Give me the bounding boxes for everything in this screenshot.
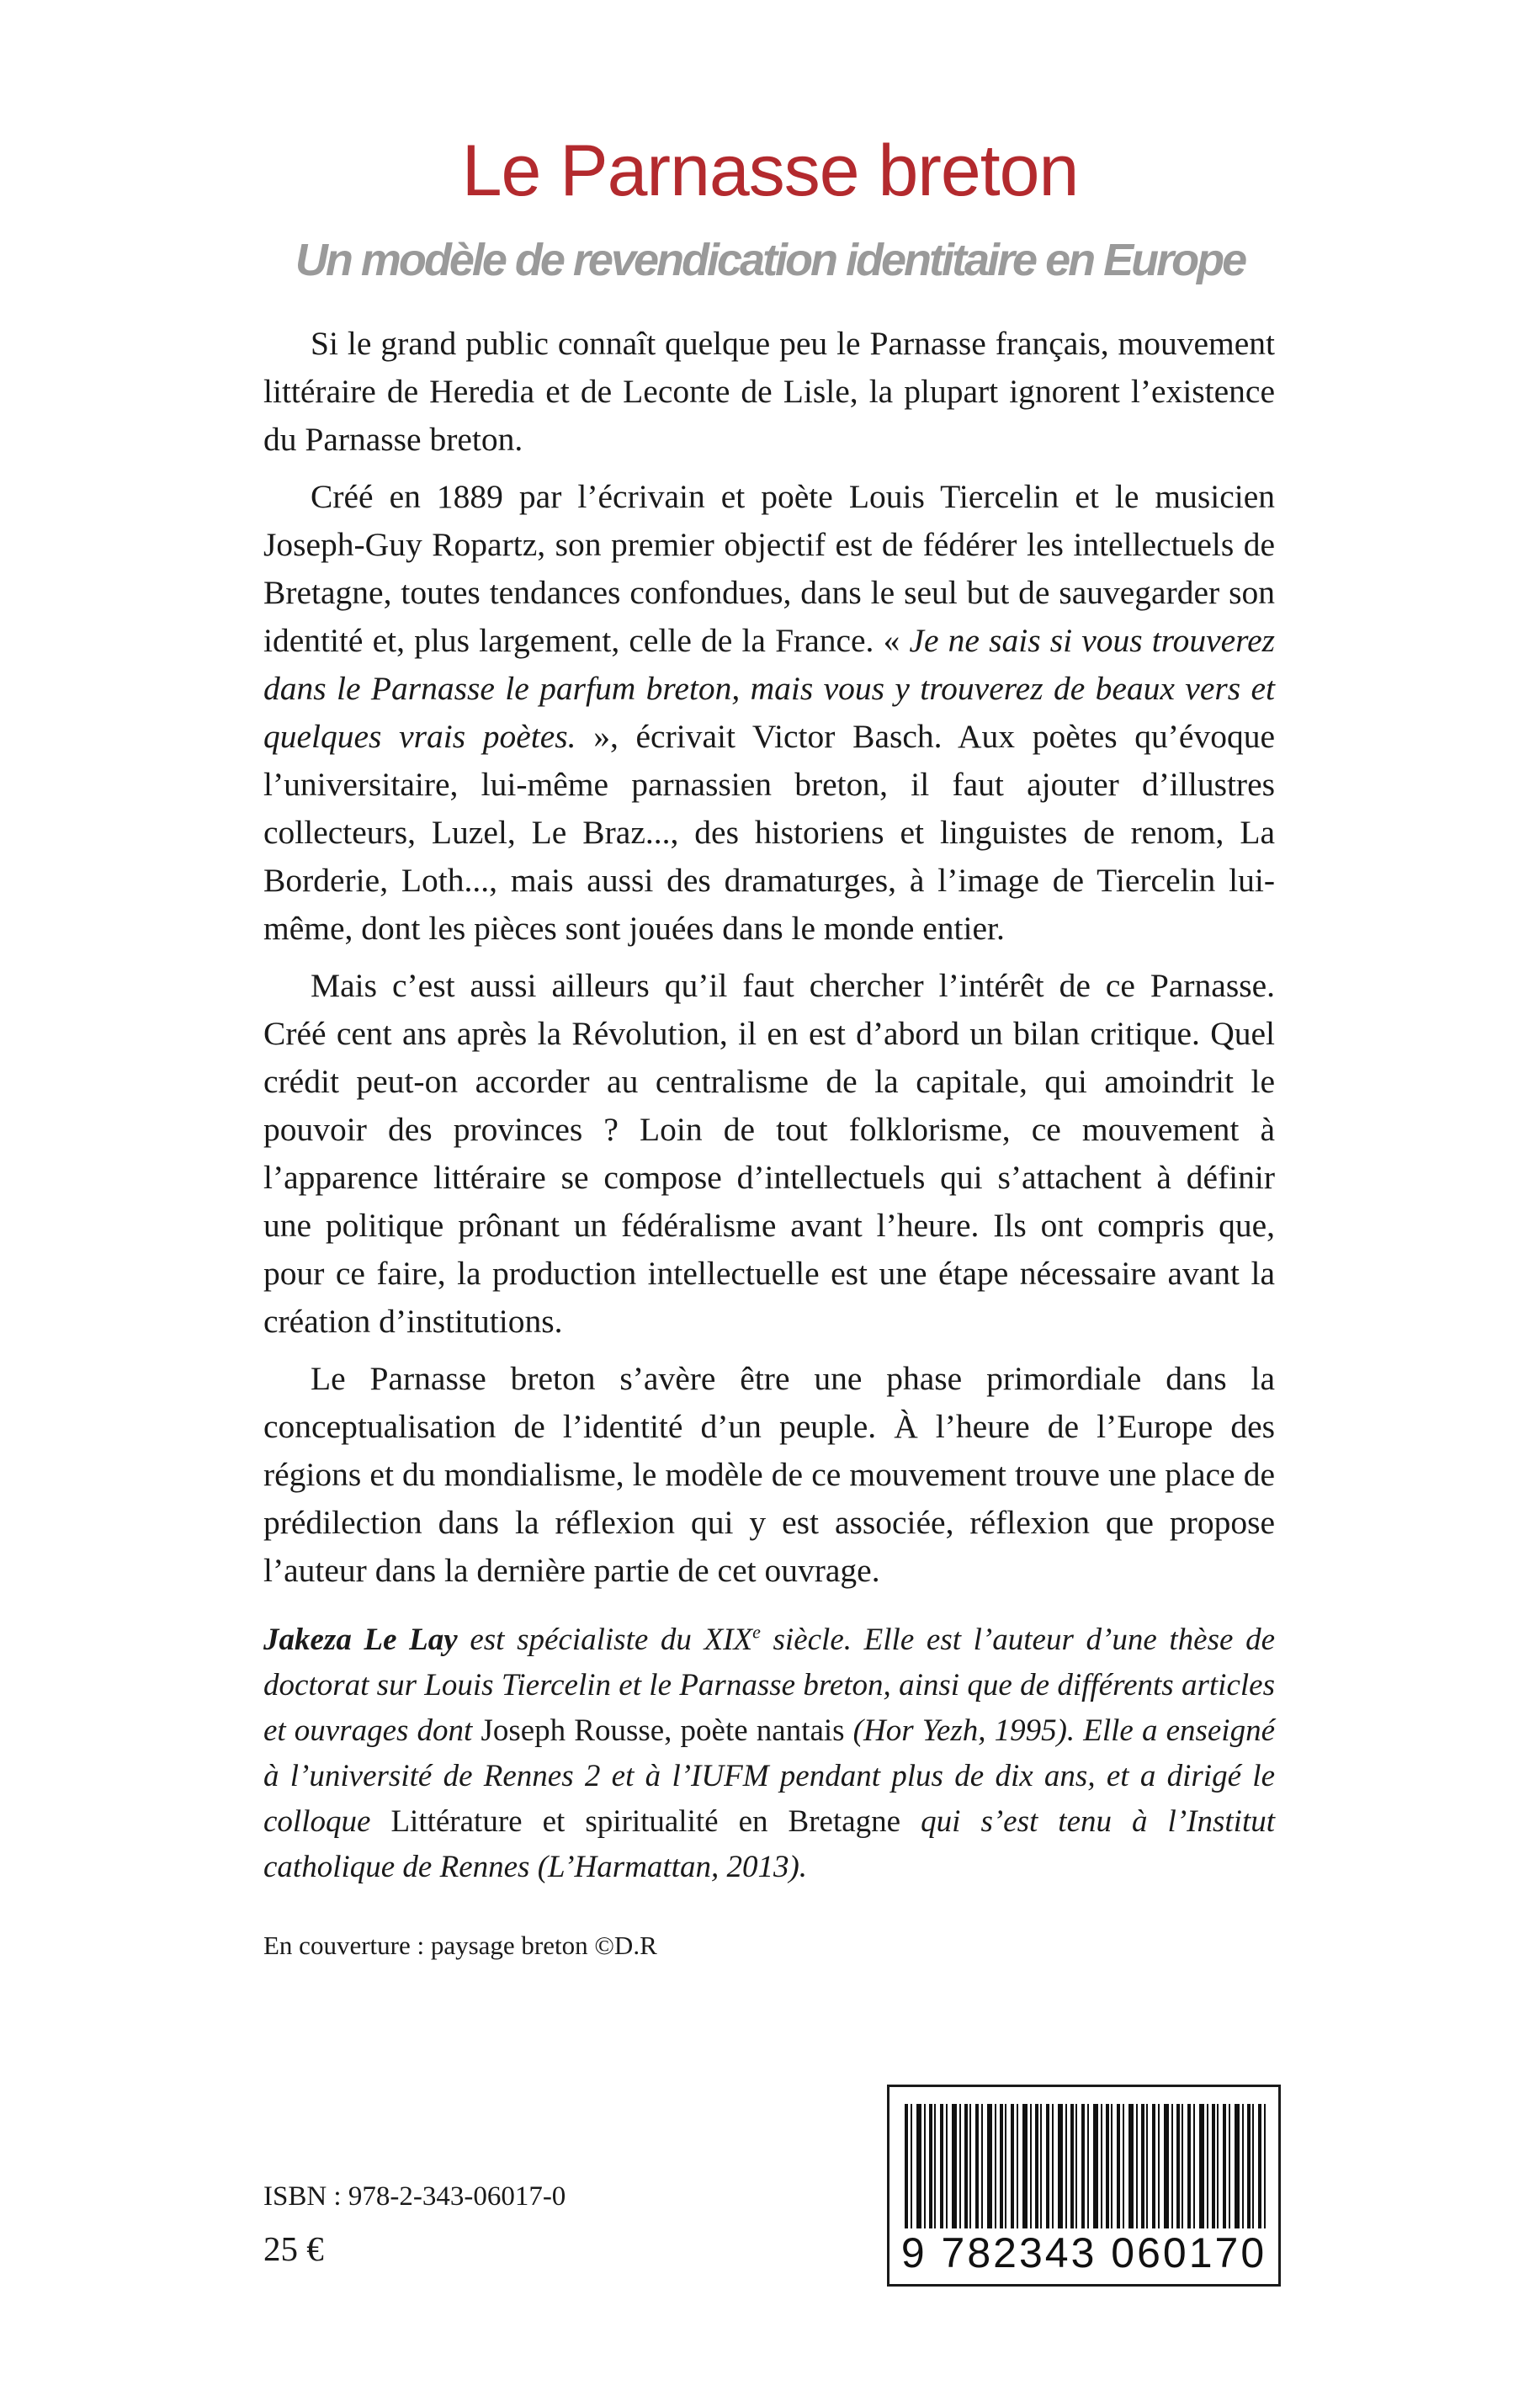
bio-work-1: Joseph Rousse, poète nantais <box>481 1713 845 1748</box>
barcode <box>887 2085 1281 2287</box>
basch-quote: Je ne sais si vous trouverez dans le Parnasse le parfum breton, mais vous y trouverez de beaux vers et quelques vrais poètes. <box>263 622 1275 755</box>
blurb-text <box>263 320 1275 1604</box>
bio-work-2: Littérature et spiritualité en Bretagne <box>390 1804 901 1839</box>
author-bio <box>263 1617 1275 1890</box>
bio-text-2: siècle. Elle est l’auteur d’une thèse de doctorat sur Louis Tiercelin et le Parnasse breton, ainsi que de différents articles et ouvrages dont <box>263 1623 1275 1748</box>
bio-text-3: (Hor Yezh, 1995). Elle a enseigné à l’université de Rennes 2 et à l’IUFM pendant plus de dix ans, et a dirigé le colloque <box>263 1713 1276 1839</box>
barcode-digits: 9 782343 060170 <box>900 2229 1267 2276</box>
century-superscript: e <box>752 1621 761 1643</box>
bio-text-4: qui s’est tenu à l’Institut catholique de Rennes (L’Harmattan, 2013). <box>263 1804 1276 1884</box>
blurb-paragraph-2-start: Créé en 1889 par l’écrivain et poète Louis Tiercelin et le musicien Joseph-Guy Ropartz, son premier objectif est de fédérer les intellectuels de Bretagne, toutes tendances confondues, dans le seul but de sauvegarder son identité et, plus largement, celle de la France. « <box>263 478 1275 659</box>
blurb-paragraph-1: Si le grand public connaît quelque peu le Parnasse français, mouvement littéraire de Heredia et de Leconte de Lisle, la plupart ignorent l’existence du Parnasse breton. <box>263 325 1275 458</box>
book-title: Le Parnasse breton <box>461 130 1079 211</box>
blurb-paragraph-4: Le Parnasse breton s’avère être une phase primordiale dans la conceptualisation de l’identité d’un peuple. À l’heure de l’Europe des régions et du mondialisme, le modèle de ce mouvement trouve une place de prédilection dans la réflexion qui y est associée, réflexion que propose l’auteur dans la dernière partie de cet ouvrage. <box>263 1360 1275 1589</box>
price: 25 € <box>263 2229 324 2268</box>
blurb-paragraph-2 <box>263 473 1275 953</box>
book-subtitle: Un modèle de revendication identitaire en Europe <box>295 235 1245 285</box>
isbn: ISBN : 978-2-343-06017-0 <box>263 2181 566 2212</box>
blurb-paragraph-3: Mais c’est aussi ailleurs qu’il faut chercher l’intérêt de ce Parnasse. Créé cent ans après la Révolution, il en est d’abord un bilan critique. Quel crédit peut-on accorder au centralisme de la capitale, qui amoindrit le pouvoir des provinces ? Loin de tout folklorisme, ce mouvement à l’apparence littéraire se compose d’intellectuels qui s’attachent à définir une politique prônant un fédéralisme avant l’heure. Ils ont compris que, pour ce faire, la production intellectuelle est une étape nécessaire avant la création d’institutions. <box>263 967 1275 1340</box>
blurb-paragraph-2-end: », écrivait Victor Basch. Aux poètes qu’évoque l’universitaire, lui-même parnassien breton, il faut ajouter d’illustres collecteurs, Luzel, Le Braz..., des historiens et linguistes de renom, La Borderie, Loth..., mais aussi des dramaturges, à l’image de Tiercelin lui-même, dont les pièces sont jouées dans le monde entier. <box>263 718 1275 947</box>
bio-text-1: est spécialiste du XIX <box>457 1623 753 1657</box>
cover-credit: En couverture : paysage breton ©D.R <box>263 1931 657 1960</box>
barcode-bars <box>905 2104 1268 2228</box>
author-name: Jakeza Le Lay <box>263 1623 458 1657</box>
